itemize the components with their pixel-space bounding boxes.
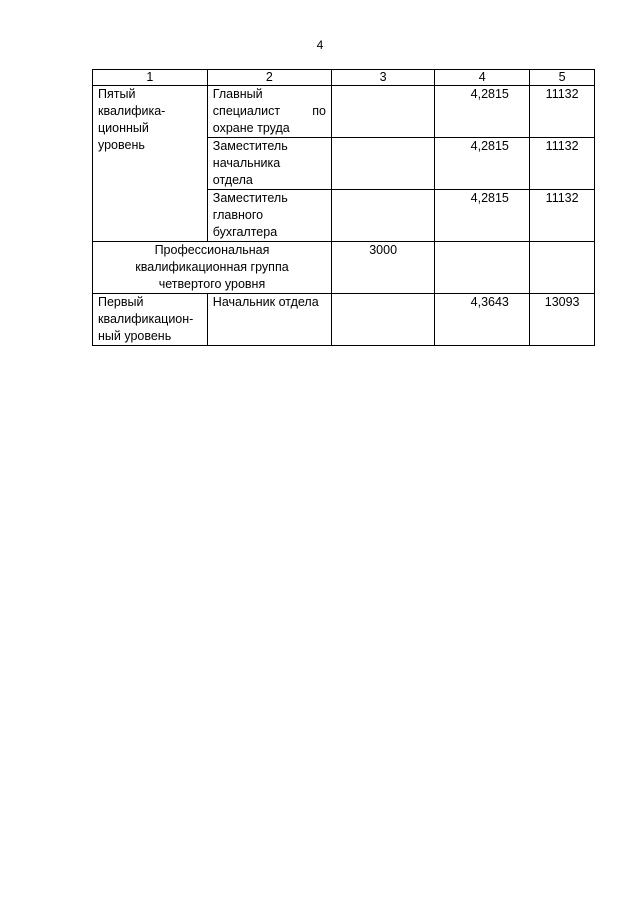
salary-cell: 11132 xyxy=(530,138,595,190)
group-heading-row xyxy=(93,242,595,294)
level-line: квалификацион- xyxy=(98,312,194,326)
table-header-row xyxy=(93,70,595,86)
position-cell xyxy=(207,190,331,242)
position-line: Заместитель xyxy=(212,191,288,205)
level-line: уровень xyxy=(98,138,145,152)
level-line: Первый xyxy=(98,295,144,309)
position-cell: Начальник отдела xyxy=(207,294,331,346)
salary-cell: 11132 xyxy=(530,86,595,138)
position-cell xyxy=(207,138,331,190)
base-salary-cell: 3000 xyxy=(331,242,434,294)
header-cell-4: 4 xyxy=(435,70,530,86)
position-line: Главный xyxy=(212,87,263,101)
col3-cell xyxy=(331,294,434,346)
coefficient-cell: 4,2815 xyxy=(435,86,530,138)
position-cell xyxy=(207,86,331,138)
position-line: охране труда xyxy=(212,121,290,135)
level-cell-fifth xyxy=(93,86,208,242)
header-cell-1: 1 xyxy=(93,70,208,86)
coefficient-cell xyxy=(435,242,530,294)
table-row xyxy=(93,86,595,138)
col3-cell xyxy=(331,190,434,242)
level-line: квалифика- xyxy=(98,104,166,118)
position-line: главного xyxy=(212,208,264,222)
salary-cell: 13093 xyxy=(530,294,595,346)
col3-cell xyxy=(331,86,434,138)
position-line: Заместитель xyxy=(212,139,288,153)
group-heading-line: четвертого уровня xyxy=(158,277,266,291)
position-line: начальника xyxy=(212,156,281,170)
header-cell-2: 2 xyxy=(207,70,331,86)
position-line-justified xyxy=(213,103,326,120)
group-heading-line: Профессиональная xyxy=(154,243,270,257)
salary-cell: 11132 xyxy=(530,190,595,242)
level-line: ционный xyxy=(98,121,149,135)
level-cell-first xyxy=(93,294,208,346)
coefficient-cell: 4,3643 xyxy=(435,294,530,346)
group-heading-cell xyxy=(93,242,332,294)
level-line: Пятый xyxy=(98,87,136,101)
coefficient-cell: 4,2815 xyxy=(435,190,530,242)
salary-table xyxy=(92,69,595,346)
page-number: 4 xyxy=(316,38,324,52)
header-cell-5: 5 xyxy=(530,70,595,86)
coefficient-cell: 4,2815 xyxy=(435,138,530,190)
group-heading-line: квалификационная группа xyxy=(135,260,289,274)
position-line: отдела xyxy=(212,173,253,187)
salary-cell xyxy=(530,242,595,294)
header-cell-3: 3 xyxy=(331,70,434,86)
position-word: специалист xyxy=(212,104,281,118)
level-line: ный уровень xyxy=(98,329,172,343)
position-word: по xyxy=(312,104,326,118)
table-row xyxy=(93,294,595,346)
col3-cell xyxy=(331,138,434,190)
position-line: бухгалтера xyxy=(212,225,278,239)
